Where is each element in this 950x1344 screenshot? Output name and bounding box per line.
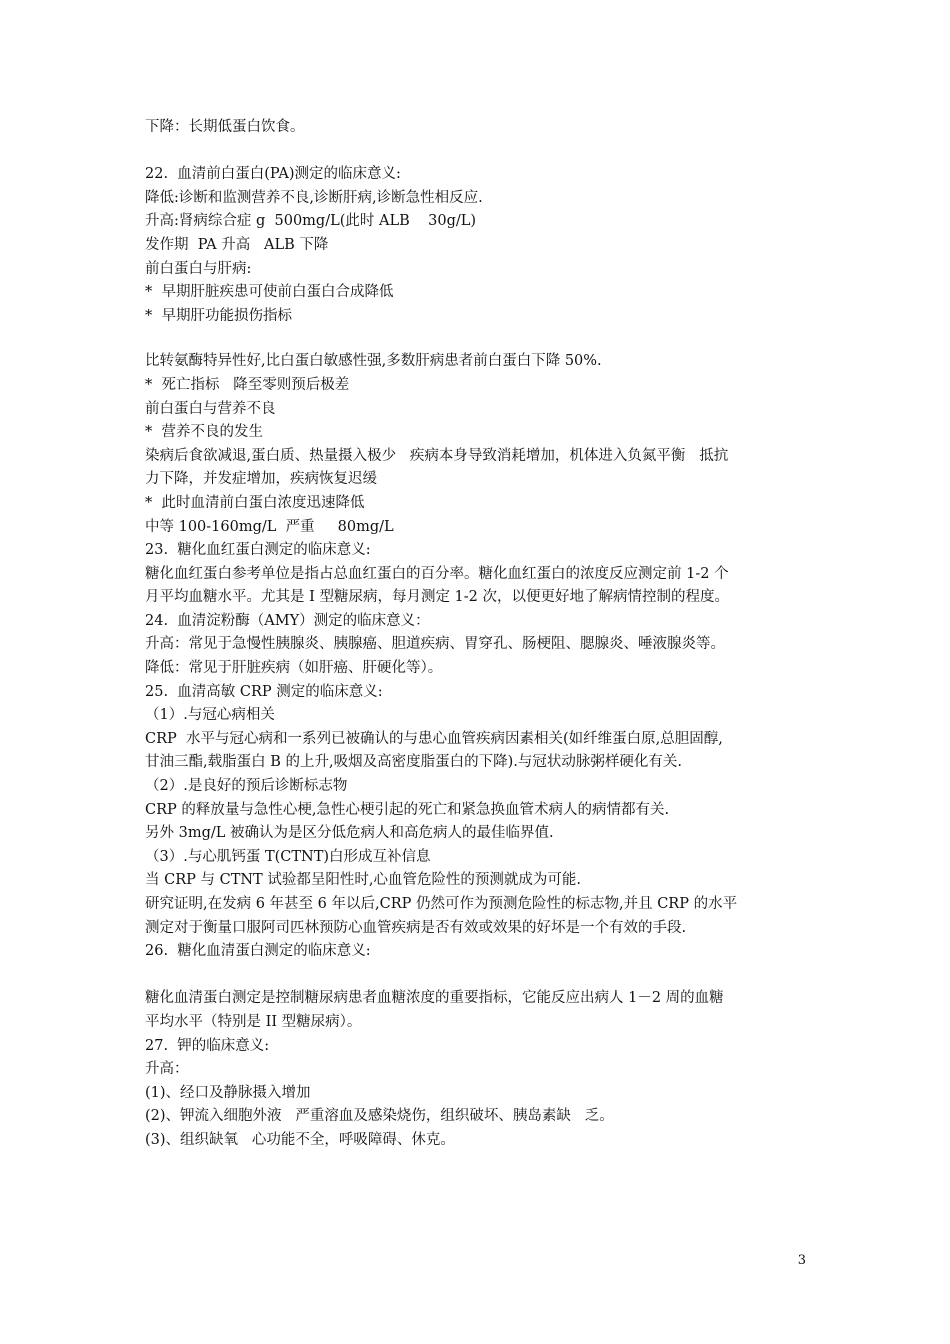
text-line: 前白蛋白与营养不良 (145, 400, 276, 417)
text-line: 平均水平（特别是 II 型糖尿病）。 (145, 1013, 362, 1030)
text-line: 另外 3mg/L 被确认为是区分低危病人和高危病人的最佳临界值. (145, 825, 554, 842)
blank-line (145, 328, 810, 350)
page-number: 3 (797, 1253, 806, 1268)
text-line: * 此时血清前白蛋白浓度迅速降低 (145, 494, 365, 511)
text-line: 25. 血清高敏 CRP 测定的临床意义: (145, 683, 383, 700)
text-line: 27. 钾的临床意义: (145, 1037, 270, 1054)
text-line: 降低：常见于肝脏疾病（如肝癌、肝硬化等）。 (145, 660, 443, 677)
text-line: 24. 血清淀粉酶（AMY）测定的临床意义： (145, 612, 430, 629)
text-line: 升高:肾病综合症 g 500mg/L(此时 ALB 30g/L) (145, 213, 477, 230)
text-line: 降低:诊断和监测营养不良,诊断肝病,诊断急性相反应. (145, 189, 483, 206)
text-line: 染病后食欲减退,蛋白质、热量摄入极少 疾病本身导致消耗增加，机体进入负氮平衡 抵抗 (145, 447, 729, 464)
text-line: (2)、钾流入细胞外液 严重溶血及感染烧伤，组织破坏、胰岛素缺 乏。 (145, 1108, 614, 1125)
text-line: 发作期 PA 升高 ALB 下降 (145, 236, 329, 253)
text-line: （3）.与心肌钙蛋 T(CTNT)白形成互补信息 (145, 848, 431, 865)
blank-line (145, 964, 810, 988)
text-line: 升高：常见于急慢性胰腺炎、胰腺癌、胆道疾病、胃穿孔、肠梗阻、腮腺炎、唾液腺炎等。 (145, 636, 725, 653)
text-line: 26. 糖化血清蛋白测定的临床意义: (145, 943, 371, 960)
text-line: CRP 的释放量与急性心梗,急性心梗引起的死亡和紧急换血管术病人的病情都有关. (145, 801, 670, 818)
text-line: 力下降，并发症增加，疾病恢复迟缓 (145, 471, 377, 488)
text-line: 22. 血清前白蛋白(PA)测定的临床意义: (145, 166, 401, 183)
text-line: （2）.是良好的预后诊断标志物 (145, 778, 348, 795)
text-line: 23. 糖化血红蛋白测定的临床意义: (145, 542, 371, 559)
text-line: * 营养不良的发生 (145, 424, 263, 441)
text-line: 甘油三酯,载脂蛋白 B 的上升,吸烟及高密度脂蛋白的下降).与冠状动脉粥样硬化有关. (145, 754, 682, 771)
document-body (145, 116, 810, 1153)
text-line: * 早期肝功能损伤指标 (145, 307, 292, 324)
text-line: 前白蛋白与肝病: (145, 260, 252, 277)
text-line: * 早期肝脏疾患可使前白蛋白合成降低 (145, 284, 394, 301)
text-line: 下降：长期低蛋白饮食。 (145, 119, 305, 135)
text-line: 比转氨酶特异性好,比白蛋白敏感性强,多数肝病患者前白蛋白下降 50%. (145, 353, 602, 370)
text-line: （1）.与冠心病相关 (145, 707, 275, 724)
text-line: 糖化血清蛋白测定是控制糖尿病患者血糖浓度的重要指标，它能反应出病人 1－2 周的血糖 (145, 990, 724, 1007)
text-line: (3)、组织缺氧 心功能不全，呼吸障碍、休克。 (145, 1131, 455, 1148)
blank-line (145, 140, 810, 164)
text-line: 糖化血红蛋白参考单位是指占总血红蛋白的百分率。糖化血红蛋白的浓度反应测定前 1-2 个 (145, 565, 729, 582)
text-line: (1)、经口及静脉摄入增加 (145, 1084, 311, 1101)
text-line: * 死亡指标 降至零则预后极差 (145, 376, 350, 393)
text-line: CRP 水平与冠心病和一系列已被确认的与患心血管疾病因素相关(如纤维蛋白原,总胆固醇, (145, 730, 723, 747)
text-line: 研究证明,在发病 6 年甚至 6 年以后,CRP 仍然可作为预测危险性的标志物,并且 CRP 的水平 (145, 896, 738, 912)
text-line: 中等 100-160mg/L 严重 80mg/L (145, 518, 394, 535)
text-line: 月平均血糖水平。尤其是 I 型糖尿病，每月测定 1-2 次，以便更好地了解病情控制的程度。 (145, 589, 730, 606)
text-line: 升高： (145, 1061, 189, 1078)
text-line: 当 CRP 与 CTNT 试验都呈阳性时,心血管危险性的预测就成为可能. (145, 872, 582, 889)
text-line: 测定对于衡量口服阿司匹林预防心血管疾病是否有效或效果的好坏是一个有效的手段. (145, 919, 687, 936)
